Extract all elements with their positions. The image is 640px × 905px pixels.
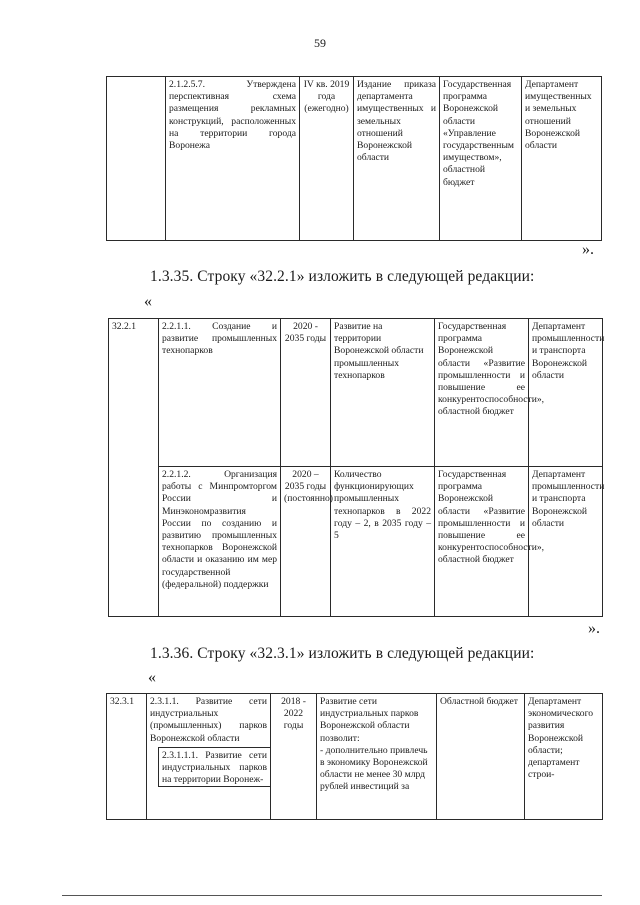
term-cell: 2018 - 2022 годы (271, 694, 317, 820)
task-cell: 2.1.2.5.7. Утверждена перспективная схема размещения рекламных конструкций, расположенных на территории города Воронежа (166, 77, 300, 241)
subtask-cell: 2.3.1.1.1. Развитие сети индустриальных парков на территории Воронеж- (158, 747, 270, 788)
result-cell: Развитие сети индустриальных парков Воронежской области позволит: - дополнительно привлечь в экономику Воронежской области не менее 30 млрд рублей инвестиций за (317, 694, 437, 820)
result-cell: Издание приказа департамента имущественных и земельных отношений Воронежской области (354, 77, 440, 241)
source-cell: Государственная программа Воронежской области «Развитие промышленности и повышение ее конкурентоспособности», областной бюджет (435, 467, 529, 617)
table-top-continuation (106, 76, 602, 241)
task-cell (147, 694, 271, 820)
table-row (107, 77, 602, 241)
task-cell: 2.2.1.1. Создание и развитие промышленных технопарков (159, 319, 281, 467)
term-cell: 2020 - 2035 годы (281, 319, 331, 467)
closing-quote-2: ». (588, 620, 600, 637)
table-32-2-1 (108, 318, 603, 617)
section-heading-1-3-35: 1.3.35. Строку «32.2.1» изложить в следующей редакции: (150, 268, 535, 285)
source-cell: Областной бюджет (437, 694, 525, 820)
source-cell: Государственная программа Воронежской области «Развитие промышленности и повышение ее конкурентоспособности», областной бюджет (435, 319, 529, 467)
opening-quote-2: « (148, 669, 156, 686)
executor-cell: Департамент имущественных и земельных отношений Воронежской области (522, 77, 602, 241)
table-row (109, 319, 603, 467)
code-cell (107, 77, 166, 241)
executor-cell: Департамент экономического развития Воронежской области; департамент строи- (525, 694, 603, 820)
code-cell: 32.3.1 (107, 694, 147, 820)
section-heading-1-3-36: 1.3.36. Строку «32.3.1» изложить в следующей редакции: (150, 645, 535, 662)
source-cell: Государственная программа Воронежской области «Управление государственным имуществом», областной бюджет (440, 77, 522, 241)
page-number: 59 (314, 36, 326, 50)
term-cell: 2020 – 2035 годы (постоянно) (281, 467, 331, 617)
table-32-3-1 (106, 693, 603, 820)
term-cell: IV кв. 2019 года (ежегодно) (300, 77, 354, 241)
result-cell: Количество функционирующих промышленных технопарков в 2022 году – 2, в 2035 году – 5 (331, 467, 435, 617)
table-row (107, 694, 603, 820)
code-cell: 32.2.1 (109, 319, 159, 617)
task-text: 2.3.1.1. Развитие сети индустриальных (промышленных) парков Воронежской области (150, 696, 267, 744)
task-cell: 2.2.1.2. Организация работы с Минпромторгом России и Минэкономразвития России по созданию и развитию промышленных технопарков Воронежской области и оказанию им мер государственной (федеральной) поддержки (159, 467, 281, 617)
table-row (109, 467, 603, 617)
opening-quote-1: « (144, 293, 152, 310)
executor-cell: Департамент промышленности и транспорта Воронежской области (529, 319, 603, 467)
executor-cell: Департамент промышленности и транспорта Воронежской области (529, 467, 603, 617)
closing-quote-1: ». (582, 241, 594, 258)
page-bottom-divider (62, 895, 602, 896)
result-cell: Развитие на территории Воронежской области промышленных технопарков (331, 319, 435, 467)
